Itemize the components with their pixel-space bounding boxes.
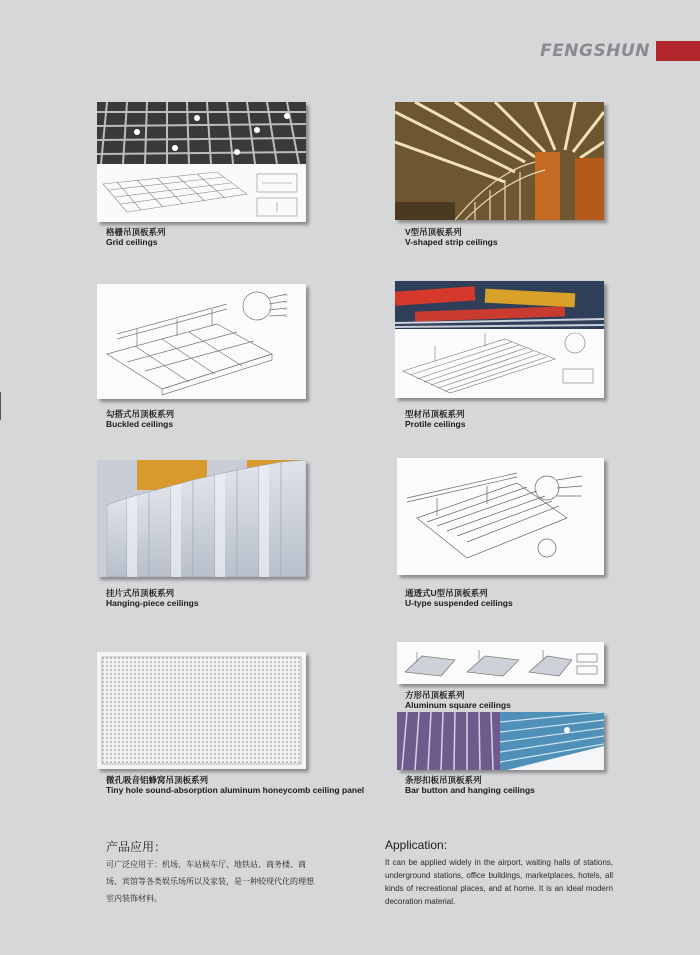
caption-cn: V型吊顶板系列 xyxy=(405,227,462,237)
caption-cn: 型材吊顶板系列 xyxy=(405,409,465,419)
protile-ceilings-image xyxy=(395,281,604,398)
bar-button-ceilings-caption xyxy=(405,775,535,795)
application-en-body: It can be applied widely in the airport, waiting halls of stations, underground stations, office buildings, marketplaces, hotels, all kinds of recreational places, and at home. It is an ideal modern decoration material. xyxy=(385,858,613,906)
caption-cn: 通透式U型吊顶板系列 xyxy=(405,588,488,598)
protile-ceilings-caption xyxy=(405,409,465,429)
square-ceilings-image xyxy=(397,642,604,684)
caption-en: U-type suspended ceilings xyxy=(405,598,513,608)
buckled-ceilings-image xyxy=(97,284,306,399)
caption-cn: 挂片式吊顶板系列 xyxy=(106,588,175,598)
v-shaped-ceilings-caption xyxy=(405,227,498,247)
application-cn-body: 可广泛应用于：机场、车站候车厅、地铁站、商务楼、商场、宾馆等各类娱乐场所以及家装，是一种较现代化的理想室内装饰材料。 xyxy=(106,860,314,903)
grid-ceilings-caption xyxy=(106,227,166,247)
caption-cn: 格栅吊顶板系列 xyxy=(106,227,166,237)
svg-text:——: —— xyxy=(283,300,289,304)
u-type-ceilings-image xyxy=(397,458,604,575)
caption-cn: 勾搭式吊顶板系列 xyxy=(106,409,175,419)
square-ceilings-caption xyxy=(405,690,511,710)
caption-en: Protile ceilings xyxy=(405,419,466,429)
caption-en: Grid ceilings xyxy=(106,237,158,247)
svg-text:——: —— xyxy=(283,307,289,311)
hanging-piece-ceilings-caption xyxy=(106,588,199,608)
hanging-piece-ceilings-image xyxy=(97,460,306,577)
caption-en: Bar button and hanging ceilings xyxy=(405,785,535,795)
caption-cn: 微孔吸音铝蜂窝吊顶板系列 xyxy=(106,775,209,785)
caption-en: Buckled ceilings xyxy=(106,419,174,429)
caption-en: V-shaped strip ceilings xyxy=(405,237,498,247)
svg-text:——: —— xyxy=(283,293,289,297)
caption-cn: 条形扣板吊顶板系列 xyxy=(405,775,482,785)
honeycomb-panel-image xyxy=(97,652,306,769)
bar-button-ceilings-image xyxy=(397,712,604,770)
caption-en: Aluminum square ceilings xyxy=(405,700,511,710)
caption-cn: 方形吊顶板系列 xyxy=(405,690,465,700)
buckled-ceilings-caption xyxy=(106,409,174,429)
application-en-title: Application: xyxy=(385,838,448,852)
brand-accent-bar xyxy=(656,41,700,61)
brand-header xyxy=(540,40,700,62)
page-edge-mark xyxy=(0,392,1,420)
honeycomb-panel-caption xyxy=(106,775,364,795)
caption-en: Hanging-piece ceilings xyxy=(106,598,199,608)
u-type-ceilings-caption xyxy=(405,588,513,608)
grid-ceilings-image xyxy=(97,102,306,222)
caption-en: Tiny hole sound-absorption aluminum honeycomb ceiling panel xyxy=(106,785,365,795)
application-cn-title: 产品应用： xyxy=(106,840,167,854)
v-shaped-ceilings-image xyxy=(395,102,604,220)
brand-logo: FENGSHUN xyxy=(540,41,650,61)
svg-text:——: —— xyxy=(283,314,289,318)
